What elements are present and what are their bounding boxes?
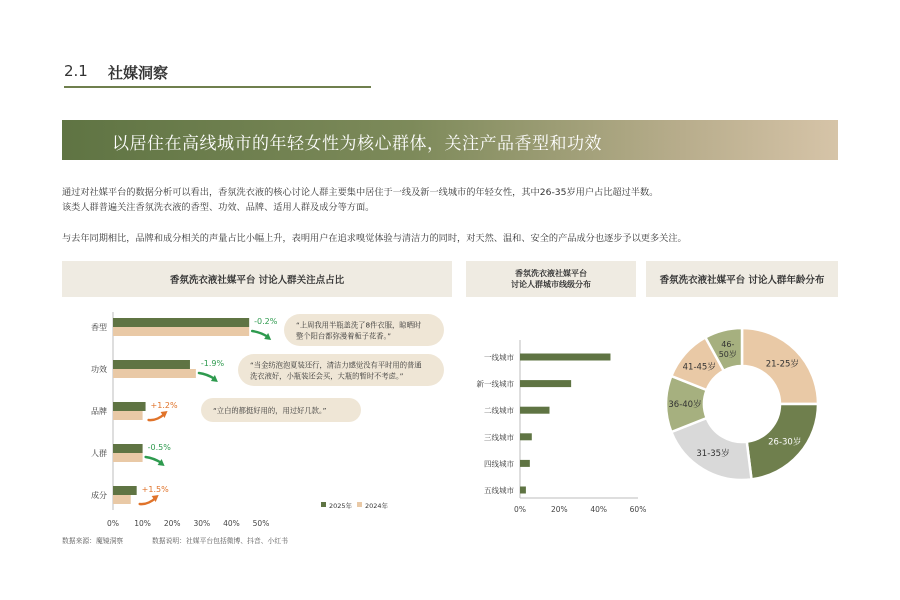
- concern-change-label: +1.5%: [141, 485, 169, 494]
- city-bar: [520, 354, 610, 361]
- concern-change-arrow: [149, 414, 165, 420]
- age-slice-label: 36-40岁: [668, 400, 702, 410]
- concern-x-tick-label: 50%: [252, 519, 270, 528]
- concern-bar-2025: [113, 402, 146, 411]
- quote-text: “立白的都挺好用的，用过好几款。”: [213, 406, 327, 415]
- data-note: 数据说明：社媒平台包括微博、抖音、小红书: [152, 537, 288, 545]
- concern-category-label: 人群: [91, 449, 107, 458]
- age-donut-chart: [640, 300, 850, 510]
- legend-swatch-2024: [357, 502, 362, 507]
- concern-x-tick-label: 30%: [193, 519, 211, 528]
- city-chart-title-line-2: 讨论人群城市线级分布: [511, 280, 591, 289]
- city-bar: [520, 433, 532, 440]
- concern-bar-chart: [62, 300, 462, 532]
- city-x-tick-label: 40%: [590, 505, 608, 514]
- legend-label-2025: 2025年: [329, 502, 353, 510]
- quote-bubble: [284, 314, 444, 346]
- concern-bar-2024: [113, 453, 143, 462]
- concern-change-label: -0.2%: [254, 317, 278, 326]
- concern-category-label: 品牌: [91, 407, 107, 416]
- city-category-label: 五线城市: [484, 486, 514, 495]
- summary-paragraph-1: 通过对社媒平台的数据分析可以看出，香氛洗衣液的核心讨论人群主要集中居住于一线及新一线城市的年轻女性，其中26-35岁用户占比超过半数。: [62, 187, 659, 198]
- legend-label-2024: 2024年: [365, 502, 389, 510]
- city-category-label: 二线城市: [484, 406, 514, 416]
- city-chart-header: [466, 261, 636, 297]
- city-x-tick-label: 60%: [629, 505, 646, 514]
- section-number: 2.1: [64, 62, 88, 80]
- concern-bar-2024: [113, 411, 143, 420]
- city-bar: [520, 407, 550, 414]
- section-title: 社媒洞察: [108, 64, 169, 82]
- concern-x-tick-label: 10%: [134, 519, 151, 528]
- concern-bar-2024: [113, 327, 249, 336]
- city-category-label: 四线城市: [484, 459, 514, 469]
- age-slice-label-part: 50岁: [718, 349, 737, 359]
- concern-x-tick-label: 20%: [163, 519, 181, 528]
- legend-swatch-2025: [321, 502, 326, 507]
- concern-x-tick-label: 40%: [223, 519, 240, 528]
- city-chart-title-line-1: 香氛洗衣液社媒平台: [515, 269, 587, 278]
- quote-bubble: [238, 354, 444, 386]
- age-slice-label: 31-35岁: [696, 449, 730, 460]
- concern-bar-2024: [113, 495, 131, 504]
- city-bar: [520, 487, 526, 494]
- concern-bar-2025: [113, 318, 249, 327]
- age-chart-header: [646, 261, 838, 297]
- city-category-label: 三线城市: [484, 432, 514, 442]
- age-chart-title: 香氛洗衣液社媒平台 讨论人群年龄分布: [659, 275, 825, 286]
- concern-change-arrow: [199, 373, 215, 379]
- age-slice-label: 26-30岁: [768, 437, 802, 448]
- summary-paragraph-2: 该类人群普遍关注香氛洗衣液的香型、功效、品牌、适用人群及成分等方面。: [62, 202, 375, 213]
- headline-banner: [62, 120, 838, 160]
- city-category-label: 新一线城市: [476, 379, 514, 389]
- city-bar: [520, 460, 530, 467]
- quote-text: 洗衣液好，小瓶装还会买，大瓶的暂时不考虑。”: [250, 371, 404, 381]
- concern-change-label: -1.9%: [200, 359, 225, 368]
- data-source: 数据来源：魔镜洞察: [62, 537, 124, 545]
- concern-x-tick-label: 0%: [107, 519, 119, 528]
- concern-chart-title: 香氛洗衣液社媒平台 讨论人群关注点占比: [169, 275, 345, 286]
- summary-paragraph-3: 与去年同期相比，品牌和成分相关的声量占比小幅上升，表明用户在追求嗅觉体验与清洁力的同时，对天然、温和、安全的产品成分也逐步予以更多关注。: [62, 233, 687, 244]
- concern-bar-2025: [113, 486, 137, 495]
- quote-text: 整个阳台都弥漫着栀子花香。”: [296, 331, 391, 341]
- age-slice-label: 21-25岁: [765, 359, 799, 370]
- quote-text: “上周我用半瓶盖洗了8件衣服，晾晒时: [296, 320, 422, 330]
- concern-bar-2025: [113, 444, 143, 453]
- city-category-label: 一线城市: [484, 353, 514, 362]
- concern-category-label: 成分: [91, 491, 107, 500]
- concern-change-label: +1.2%: [150, 401, 178, 410]
- city-tier-bar-chart: [466, 300, 646, 522]
- age-slice-label: 41-45岁: [682, 362, 716, 373]
- concern-change-label: -0.5%: [147, 443, 171, 452]
- city-x-tick-label: 0%: [514, 505, 526, 514]
- age-slice-label-part: 46-: [721, 339, 735, 349]
- concern-change-arrow: [252, 331, 268, 337]
- concern-category-label: 香型: [91, 323, 107, 332]
- concern-change-arrow: [146, 457, 162, 463]
- quote-text: “当金纺泡泡夏装还行，清洁力感觉没有平时用的普通: [250, 360, 422, 370]
- concern-bar-2025: [113, 360, 190, 369]
- headline-text: 以居住在高线城市的年轻女性为核心群体，关注产品香型和功效: [112, 134, 602, 154]
- concern-category-label: 功效: [91, 365, 107, 374]
- city-bar: [520, 380, 571, 387]
- city-x-tick-label: 20%: [550, 505, 568, 514]
- concern-chart-header: [62, 261, 452, 297]
- section-header: [64, 60, 371, 88]
- concern-change-arrow: [140, 498, 156, 504]
- concern-bar-2024: [113, 369, 196, 378]
